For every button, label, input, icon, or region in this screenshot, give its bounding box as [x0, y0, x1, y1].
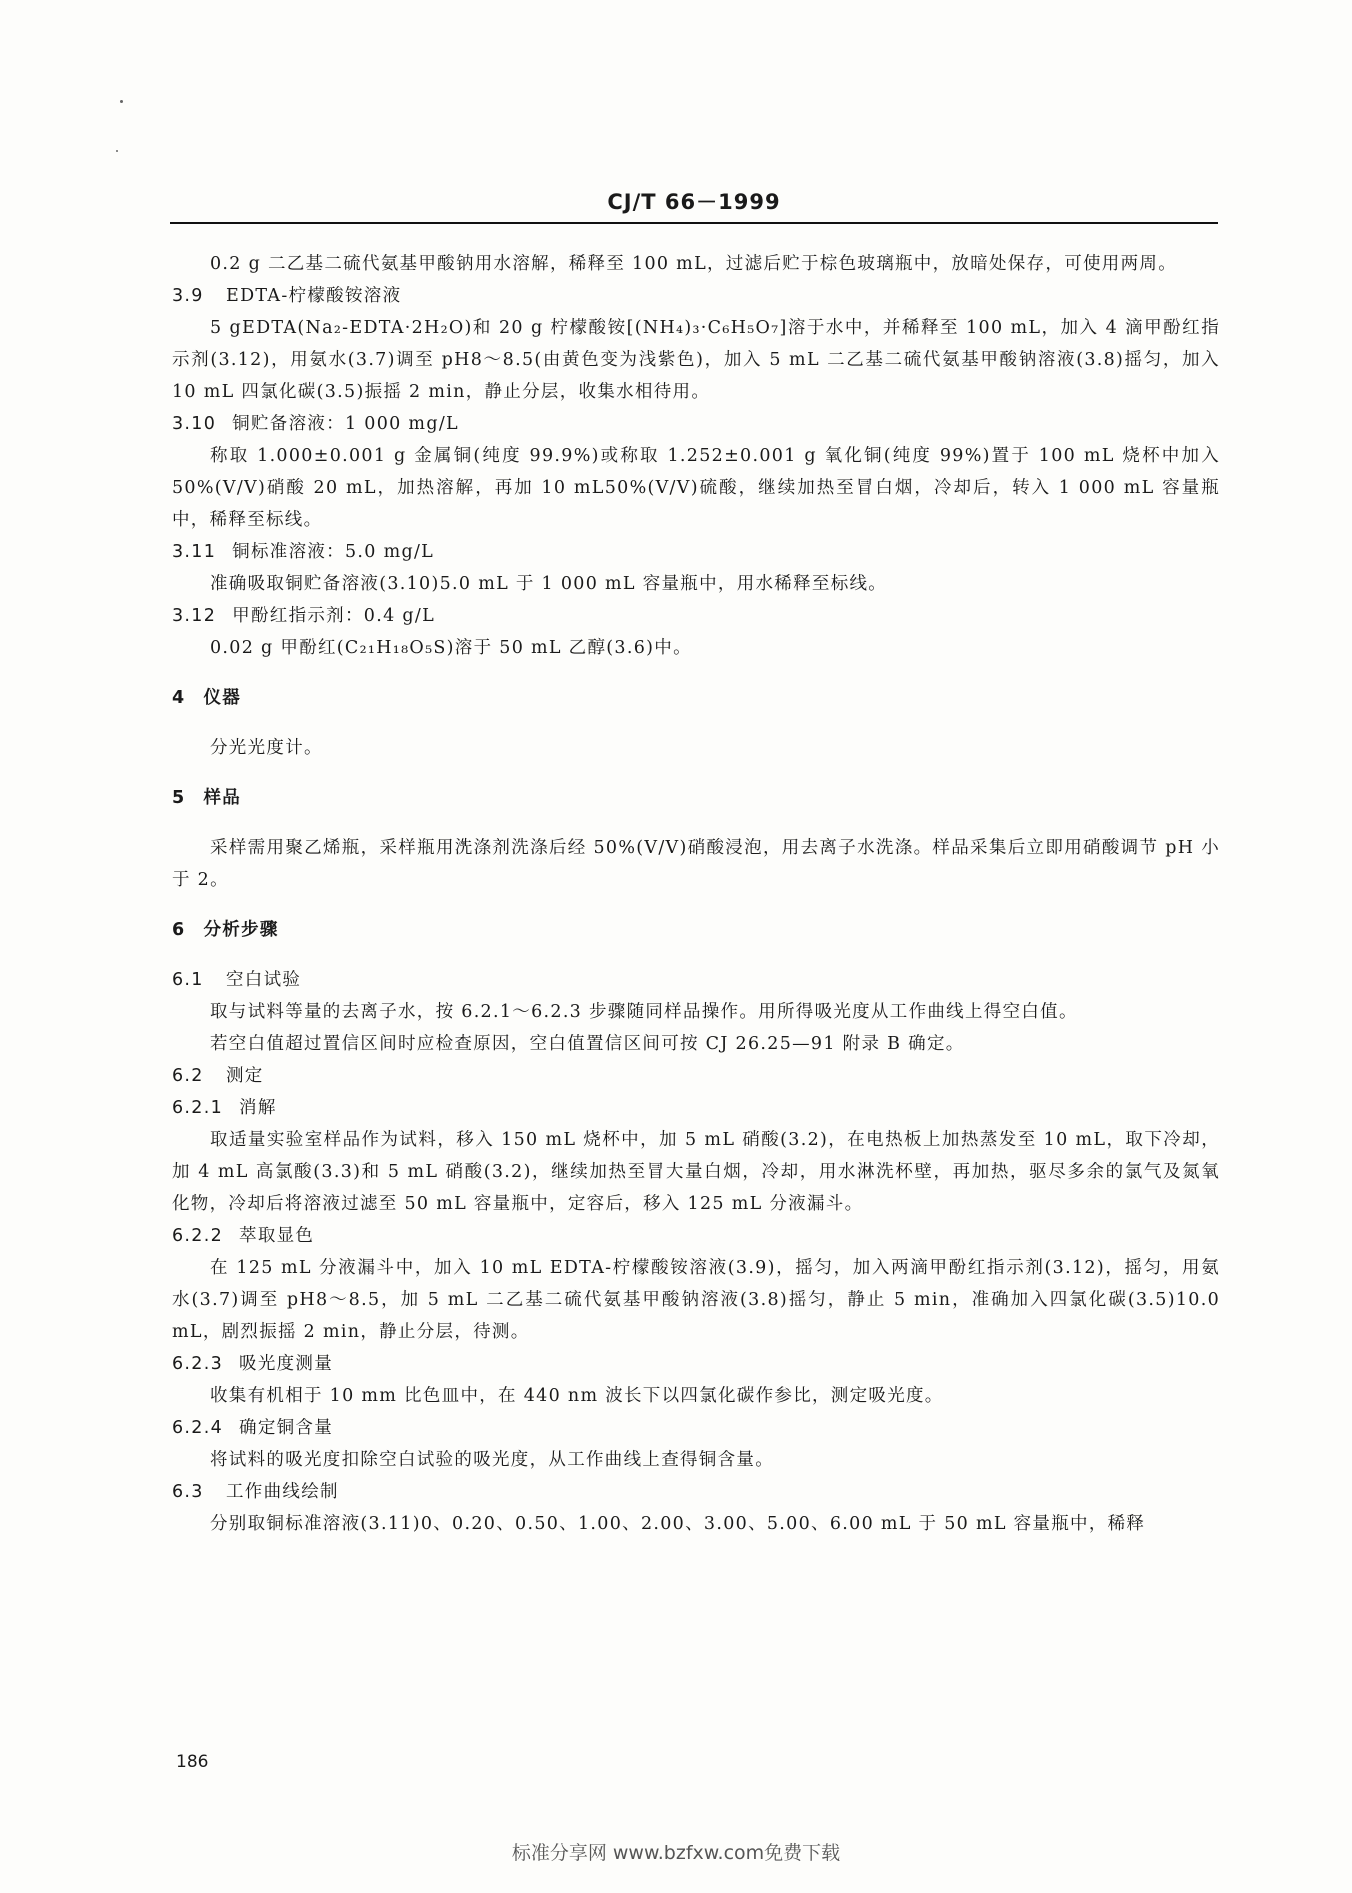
- body-paragraph: 收集有机相于 10 mm 比色皿中，在 440 nm 波长下以四氯化碳作参比，测定吸光度。: [210, 1386, 944, 1406]
- clause-title: EDTA-柠檬酸铵溶液: [226, 286, 402, 306]
- clause-title: 消解: [239, 1098, 277, 1118]
- clause-title: 吸光度测量: [239, 1354, 334, 1374]
- clause-title: 萃取显色: [239, 1226, 315, 1246]
- body-paragraph: 5 gEDTA(Na₂-EDTA·2H₂O)和 20 g 柠檬酸铵[(NH₄)₃·C₆H₅O₇]溶于水中，并稀释至 100 mL，加入 4 滴甲酚红指示剂(3.12)，用氨水(3.7)调至 pH8～8.5(由黄色变为浅紫色)，加入 5 mL 二乙基二硫代氨基甲酸钠溶液(3.8)摇匀，加入 10 mL 四氯化碳(3.5)振摇 2 min，静止分层，收集水相待用。: [172, 318, 1220, 402]
- section-number: 6: [172, 920, 186, 940]
- section-heading: [172, 682, 1220, 714]
- clause-title: 铜标准溶液：5.0 mg/L: [232, 542, 435, 562]
- clause-heading: [172, 964, 1220, 996]
- document-header-code: CJ/T 66－1999: [607, 190, 781, 214]
- clause-title: 空白试验: [226, 970, 302, 990]
- scan-speck: [116, 150, 118, 152]
- clause-number: 6.2: [172, 1066, 204, 1086]
- clause-heading: [172, 1060, 1220, 1092]
- section-heading: [172, 782, 1220, 814]
- body-paragraph: 在 125 mL 分液漏斗中，加入 10 mL EDTA-柠檬酸铵溶液(3.9)，摇匀，加入两滴甲酚红指示剂(3.12)，摇匀，用氨水(3.7)调至 pH8～8.5，加 5 mL 二乙基二硫代氨基甲酸钠溶液(3.8)摇匀，静止 5 min，准确加入四氯化碳(3.5)10.0 mL，剧烈振摇 2 min，静止分层，待测。: [172, 1258, 1220, 1342]
- clause-number: 3.12: [172, 606, 217, 626]
- clause-number: 6.3: [172, 1482, 204, 1502]
- clause-title: 甲酚红指示剂：0.4 g/L: [232, 606, 435, 626]
- body-paragraph: 分光光度计。: [210, 738, 323, 758]
- body-paragraph: 准确吸取铜贮备溶液(3.10)5.0 mL 于 1 000 mL 容量瓶中，用水稀释至标线。: [210, 574, 888, 594]
- body-paragraph: 0.2 g 二乙基二硫代氨基甲酸钠用水溶解，稀释至 100 mL，过滤后贮于棕色玻璃瓶中，放暗处保存，可使用两周。: [210, 254, 1177, 274]
- body-paragraph: 取适量实验室样品作为试料，移入 150 mL 烧杯中，加 5 mL 硝酸(3.2)，在电热板上加热蒸发至 10 mL，取下冷却，加 4 mL 高氯酸(3.3)和 5 mL 硝酸(3.2)，继续加热至冒大量白烟，冷却，用水淋洗杯壁，再加热，驱尽多余的氯气及氮氧化物，冷却后将溶液过滤至 50 mL 容量瓶中，定容后，移入 125 mL 分液漏斗。: [172, 1130, 1220, 1214]
- clause-number: 3.10: [172, 414, 217, 434]
- document-body: [172, 248, 1220, 1540]
- body-paragraph: 分别取铜标准溶液(3.11)0、0.20、0.50、1.00、2.00、3.00、5.00、6.00 mL 于 50 mL 容量瓶中，稀释: [210, 1514, 1146, 1534]
- clause-heading: [172, 408, 1220, 440]
- header-rule: [170, 222, 1218, 224]
- body-paragraph: 将试料的吸光度扣除空白试验的吸光度，从工作曲线上查得铜含量。: [210, 1450, 774, 1470]
- section-heading: [172, 914, 1220, 946]
- page-number: 186: [176, 1752, 209, 1772]
- clause-number: 3.9: [172, 286, 204, 306]
- clause-title: 确定铜含量: [239, 1418, 334, 1438]
- body-paragraph: 采样需用聚乙烯瓶，采样瓶用洗涤剂洗涤后经 50%(V/V)硝酸浸泡，用去离子水洗涤。样品采集后立即用硝酸调节 pH 小于 2。: [172, 838, 1220, 890]
- watermark-text: 标准分享网 www.bzfxw.com免费下载: [511, 1842, 841, 1864]
- clause-number: 6.2.2: [172, 1226, 224, 1246]
- clause-number: 6.2.3: [172, 1354, 224, 1374]
- clause-number: 3.11: [172, 542, 217, 562]
- section-title: 分析步骤: [203, 920, 279, 940]
- clause-number: 6.1: [172, 970, 204, 990]
- clause-heading: [172, 1412, 1220, 1444]
- section-title: 仪器: [203, 688, 242, 708]
- clause-title: 工作曲线绘制: [226, 1482, 339, 1502]
- clause-number: 6.2.4: [172, 1418, 224, 1438]
- clause-heading: [172, 1476, 1220, 1508]
- section-number: 4: [172, 688, 186, 708]
- clause-heading: [172, 1092, 1220, 1124]
- section-number: 5: [172, 788, 186, 808]
- clause-heading: [172, 1220, 1220, 1252]
- body-paragraph: 称取 1.000±0.001 g 金属铜(纯度 99.9%)或称取 1.252±0.001 g 氧化铜(纯度 99%)置于 100 mL 烧杯中加入 50%(V/V)硝酸 20 mL，加热溶解，再加 10 mL50%(V/V)硫酸，继续加热至冒白烟，冷却后，转入 1 000 mL 容量瓶中，稀释至标线。: [172, 446, 1220, 530]
- body-paragraph: 若空白值超过置信区间时应检查原因，空白值置信区间可按 CJ 26.25—91 附录 B 确定。: [210, 1034, 965, 1054]
- clause-title: 测定: [226, 1066, 264, 1086]
- section-title: 样品: [203, 788, 242, 808]
- clause-title: 铜贮备溶液：1 000 mg/L: [232, 414, 459, 434]
- clause-heading: [172, 280, 1220, 312]
- clause-heading: [172, 600, 1220, 632]
- clause-number: 6.2.1: [172, 1098, 224, 1118]
- body-paragraph: 0.02 g 甲酚红(C₂₁H₁₈O₅S)溶于 50 mL 乙醇(3.6)中。: [210, 638, 692, 658]
- body-paragraph: 取与试料等量的去离子水，按 6.2.1～6.2.3 步骤随同样品操作。用所得吸光度从工作曲线上得空白值。: [210, 1002, 1078, 1022]
- clause-heading: [172, 1348, 1220, 1380]
- clause-heading: [172, 536, 1220, 568]
- scan-speck: [120, 100, 123, 103]
